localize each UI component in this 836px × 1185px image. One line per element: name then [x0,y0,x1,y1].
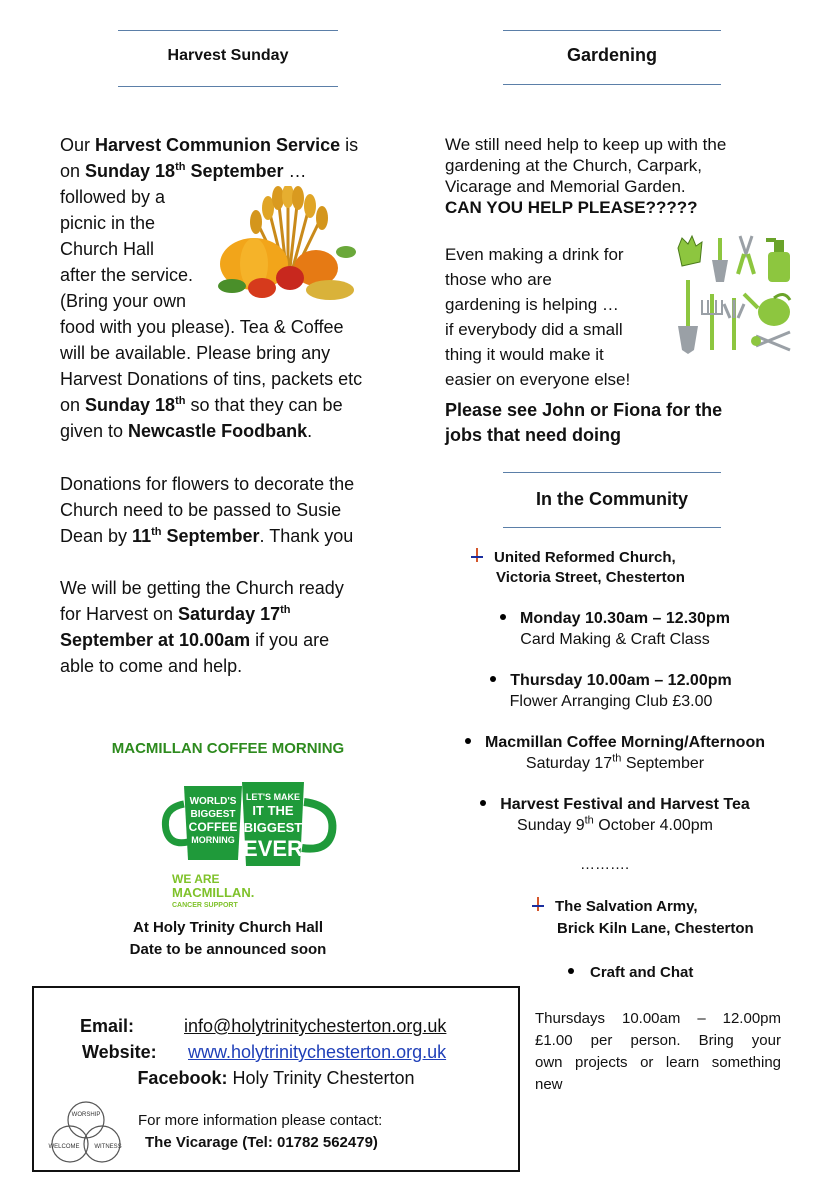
mug-left-line-3: COFFEE [188,820,238,834]
email-label: Email: [80,1016,135,1036]
mug-right-line-2: IT THE [252,803,294,818]
bullet-icon [490,676,496,682]
pruners-icon [738,236,754,274]
salvation-army-heading: The Salvation Army, Brick Kiln Lane, Chesterton [531,896,754,940]
community-bottom-rule [503,527,721,528]
gardening-paragraph-1: We still need help to keep up with the gardening at the Church, Carpark, Vicarage and Memorial Garden. CAN YOU HELP PLEASE????? [445,135,727,217]
salvation-army-description: Thursdays 10.00am – 12.00pm £1.00 per person. Bring your own projects or learn something new [535,1010,781,1093]
gardening-heading: Gardening [566,45,657,65]
email-row [80,1016,510,1037]
macmillan-wordmark-3: CANCER SUPPORT [172,902,238,909]
salvation-army-item: Craft and Chat [568,964,693,981]
community-heading: In the Community [536,489,688,509]
rake-icon [724,298,744,350]
shovel-icon [678,280,698,354]
harvest-top-rule [118,30,338,31]
mug-left-line-1: WORLD'S [189,796,237,807]
watering-can-icon [744,294,790,326]
macmillan-wordmark-1: WE ARE [172,872,220,886]
garden-tools-illustration [672,234,798,358]
website-row [82,1042,512,1063]
email-value[interactable]: info@holytrinitychesterton.org.uk [184,1016,447,1036]
spray-bottle-icon [766,238,790,282]
logo-word-worship: WORSHIP [71,1112,101,1118]
macmillan-venue: At Holy Trinity Church Hall [132,919,324,936]
bullet-icon [465,738,471,744]
trowel-icon [712,238,728,282]
shears-icon [751,332,790,350]
fork-icon [702,294,722,350]
harvest-paragraph-3: We will be getting the Church ready for Harvest on Saturday 17th September at 10.00am if you are able to come and help. [60,578,344,676]
mug-right-line-4: EVER [243,836,303,861]
logo-word-welcome: WELCOME [48,1144,80,1150]
urc-heading: United Reformed Church, Victoria Street, Chesterton [470,548,685,588]
facebook-value: Holy Trinity Chesterton [227,1068,415,1088]
mug-right-line-3: BIGGEST [243,820,303,835]
community-item-macmillan: Macmillan Coffee Morning/Afternoon Saturday 17th September [440,732,790,774]
squash [306,280,354,300]
bullet-icon [500,614,506,620]
harvest-paragraph-1: Our Harvest Communion Service is on Sunday 18th September … followed by a picnic in the Church Hall after the service. (Bring your own food with you please). Tea & Coffee will be available. Please bring any Harvest Donations of tins, packets etc on Sunday 18th so that they can be given to Newcastle Foodbank. [60,135,363,441]
gloves-icon [678,236,702,266]
gardening-paragraph-3: Please see John or Fiona for the jobs that need doing [445,400,723,445]
facebook-label: Facebook: [137,1068,228,1088]
community-item-thursday: Thursday 10.00am – 12.00pm Flower Arranging Club £3.00 [466,670,756,712]
apple [276,266,304,290]
community-separator-dots: ………. [580,856,630,873]
macmillan-logo [158,780,342,916]
mug-right-line-1: LET'S MAKE [245,792,301,802]
website-label: Website: [82,1042,157,1062]
website-link[interactable]: www.holytrinitychesterton.org.uk [188,1042,447,1062]
harvest-paragraph-2: Donations for flowers to decorate the Church need to be passed to Susie Dean by 11th September. Thank you [60,474,355,546]
contact-box [32,986,520,1172]
bullet-icon [568,968,574,974]
community-top-rule [503,472,721,473]
macmillan-heading: MACMILLAN COFFEE MORNING [111,740,345,757]
harvest-illustration [218,186,360,306]
leaves [218,279,246,293]
macmillan-date: Date to be announced soon [129,941,327,958]
community-item-monday: Monday 10.30am – 12.30pm Card Making & Craft Class [470,608,760,650]
mug-left-line-4: MORNING [191,835,235,845]
gardening-top-rule [503,30,721,31]
gardening-paragraph-2: Even making a drink for those who are gardening is helping … if everybody did a small thing it would make it easier on everyone else! [445,245,631,389]
mug-left-line-2: BIGGEST [190,809,236,820]
community-item-harvest: Harvest Festival and Harvest Tea Sunday 9th October 4.00pm [450,794,780,836]
macmillan-wordmark-2: MACMILLAN. [172,885,255,900]
cross-icon [531,897,545,911]
facebook-row [34,1068,518,1089]
logo-word-witness: WITNESS [94,1144,122,1150]
gardening-bottom-rule [503,84,721,85]
bullet-icon [480,800,486,806]
cross-icon [470,548,484,562]
harvest-heading: Harvest Sunday [167,47,289,64]
vicarage-phone: The Vicarage (Tel: 01782 562479) [145,1134,378,1151]
more-info-text: For more information please contact: [138,1112,383,1129]
worship-welcome-witness-logo [46,1098,126,1168]
harvest-bottom-rule [118,86,338,87]
tomato [248,278,276,298]
